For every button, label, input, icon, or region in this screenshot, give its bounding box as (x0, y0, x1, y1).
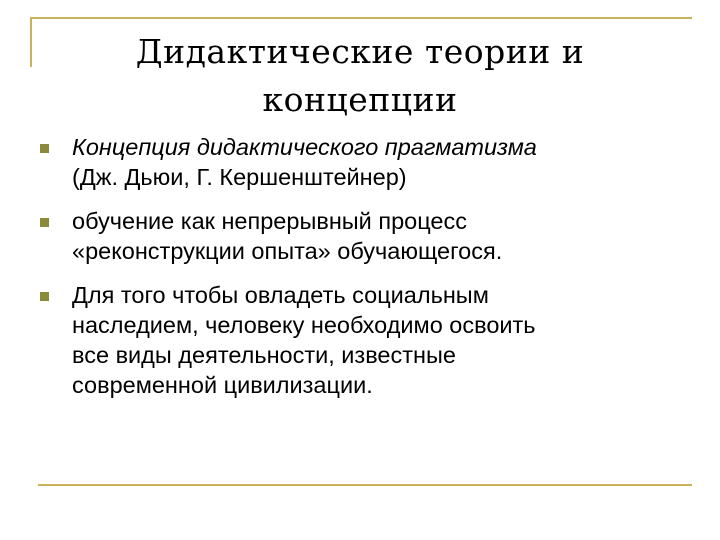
bullet-text (72, 280, 700, 400)
bullet-line: современной цивилизации. (72, 372, 373, 398)
bullet-item-pragmatism (40, 132, 700, 192)
title-line-2: концепции (262, 80, 458, 119)
slide-title (60, 28, 660, 124)
bullet-line: наследием, человеку необходимо освоить (72, 312, 536, 338)
bullet-list (40, 132, 700, 414)
bullet-item-social-heritage (40, 280, 700, 400)
frame-left-line (30, 17, 32, 67)
square-bullet-icon (40, 144, 49, 153)
square-bullet-icon (40, 218, 49, 227)
bullet-text (72, 132, 700, 192)
bullet-line: Концепция дидактического прагматизма (72, 134, 537, 160)
frame-bottom-line (38, 484, 692, 486)
bullet-text (72, 206, 700, 266)
frame-top-line (30, 17, 692, 19)
title-line-1: Дидактические теории и (135, 32, 585, 71)
bullet-item-learning-process (40, 206, 700, 266)
bullet-line: «реконструкции опыта» обучающегося. (72, 238, 503, 264)
bullet-line: Для того чтобы овладеть социальным (72, 282, 489, 308)
bullet-line: все виды деятельности, известные (72, 342, 456, 368)
square-bullet-icon (40, 292, 49, 301)
bullet-line: (Дж. Дьюи, Г. Кершенштейнер) (72, 164, 407, 190)
bullet-line: обучение как непрерывный процесс (72, 208, 467, 234)
